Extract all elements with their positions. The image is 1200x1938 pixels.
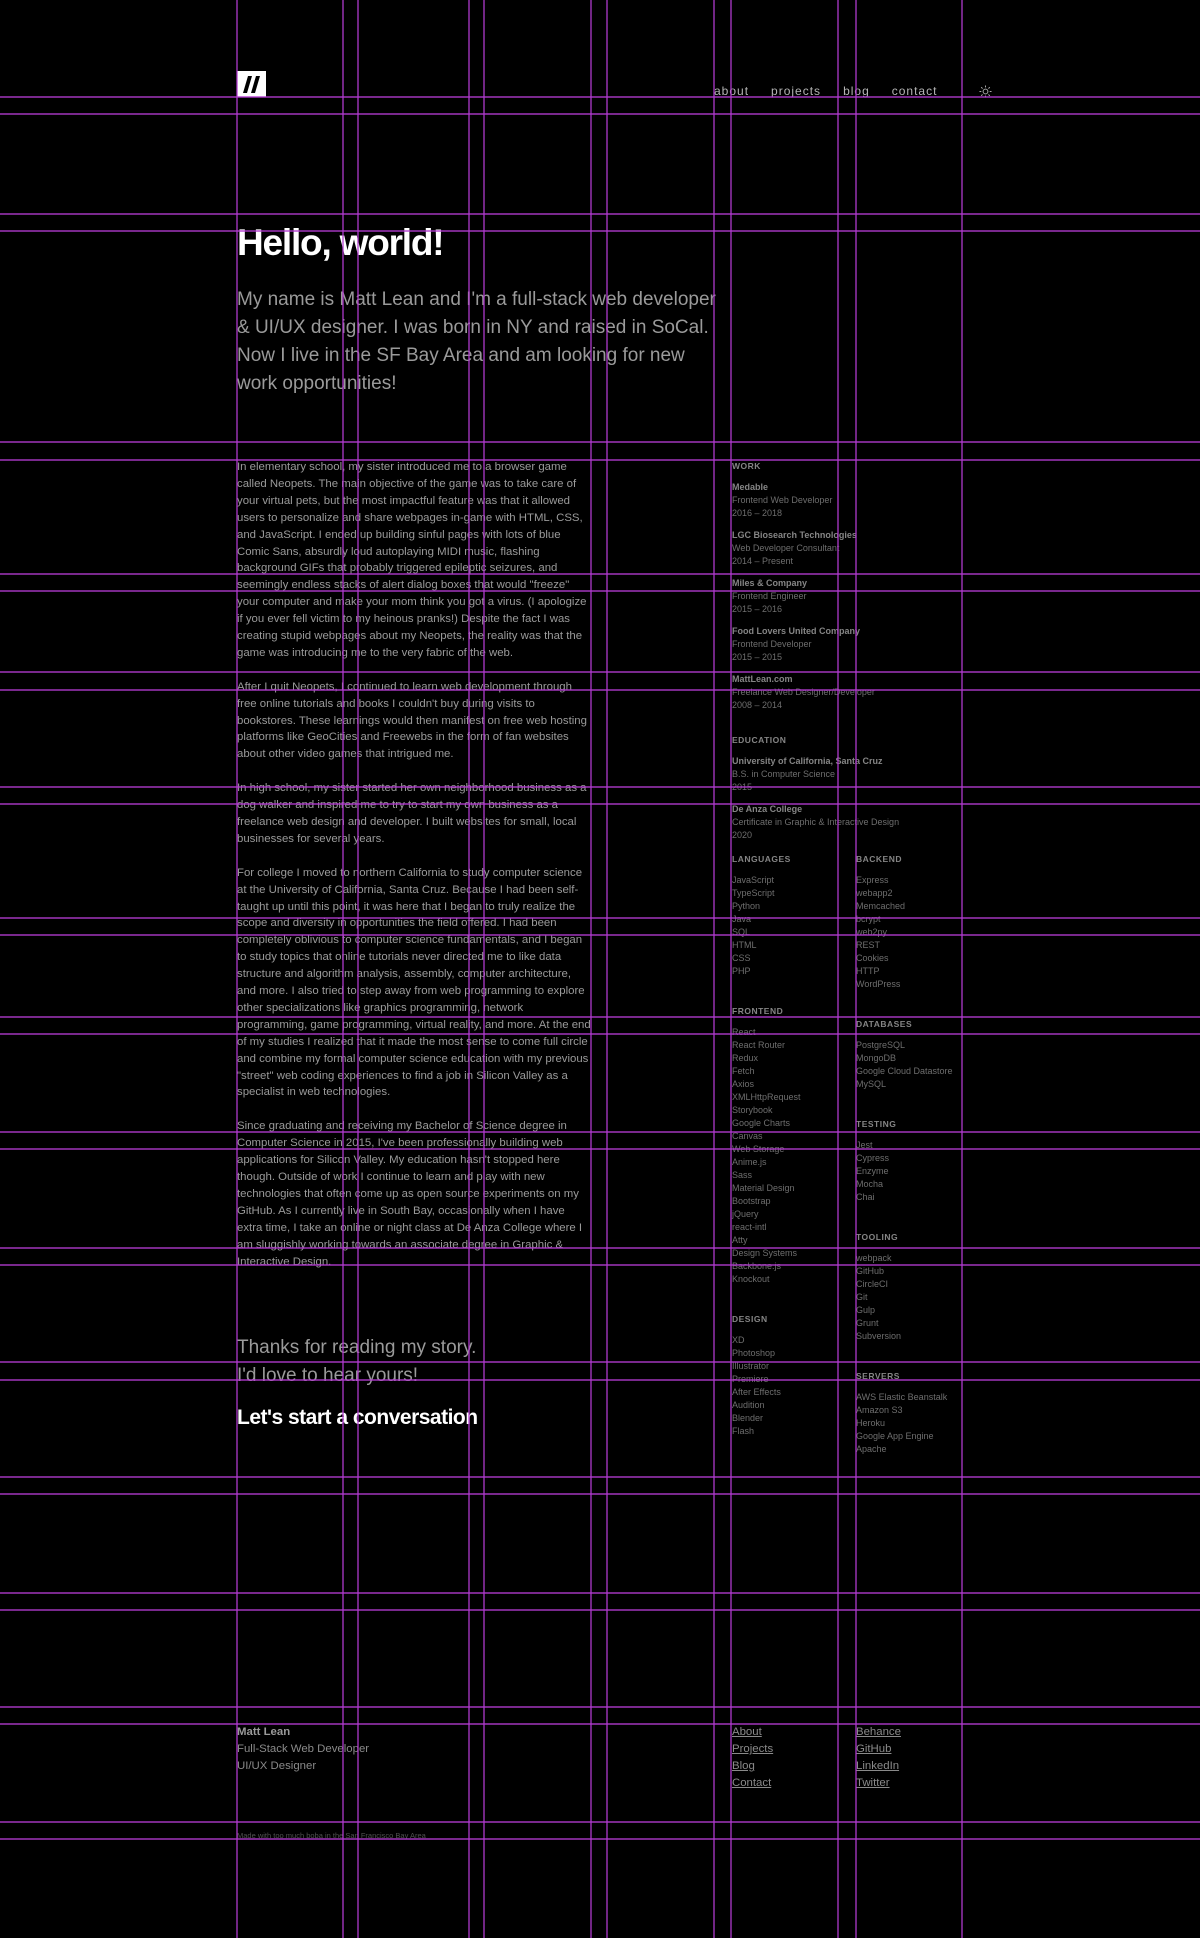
skill-item: Redux — [732, 1053, 759, 1063]
thanks-line-1: Thanks for reading my story. — [237, 1337, 477, 1358]
skill-item: CSS — [732, 953, 751, 963]
skill-item: Blender — [732, 1413, 764, 1423]
footer-site-links — [732, 1724, 773, 1792]
work-section — [732, 460, 932, 851]
skill-item: HTML — [732, 940, 757, 950]
work-entry: LGC Biosearch Technologies Web Developer Consultant 2014 – Present — [732, 530, 857, 566]
skill-item: HTTP — [856, 966, 880, 976]
made-with-note: Made with too much boba in the San Francisco Bay Area — [237, 1831, 426, 1840]
work-entry: Food Lovers United Company Frontend Developer 2015 – 2015 — [732, 626, 861, 662]
backend-list — [856, 874, 996, 991]
skill-item: Memcached — [856, 901, 906, 911]
story-paragraph: After I quit Neopets, I continued to learn web development through free online tutorials and books I couldn't buy during visits to bookstores. These learnings would then manifest on free web hosting platforms like GeoCities and Freewebs in the form of fan websites about other video games that intrigued me. — [237, 680, 587, 761]
thanks-message — [237, 1334, 476, 1390]
skill-item: webapp2 — [856, 888, 893, 898]
skill-item: TypeScript — [732, 888, 775, 898]
footer-link-linkedin[interactable]: LinkedIn — [856, 1760, 900, 1772]
skill-item: webpack — [856, 1253, 892, 1263]
skill-item: Enzyme — [856, 1166, 889, 1176]
skill-item: Material Design — [732, 1183, 795, 1193]
footer-link-github[interactable]: GitHub — [856, 1743, 892, 1755]
thanks-line-2: I'd love to hear yours! — [237, 1365, 419, 1386]
section-heading: DESIGN — [732, 1314, 768, 1324]
skill-item: Cookies — [856, 953, 889, 963]
section-heading: EDUCATION — [732, 735, 787, 745]
story — [237, 459, 593, 1287]
skill-item: PHP — [732, 966, 751, 976]
contact-cta-link[interactable]: Let's start a conversation — [237, 1406, 478, 1429]
skill-item: Axios — [732, 1079, 755, 1089]
skill-item: Illustrator — [732, 1361, 770, 1371]
education-entry: De Anza College Certificate in Graphic & Interactive Design 2020 — [732, 804, 900, 840]
work-entry: MattLean.com Freelance Web Designer/Developer 2008 – 2014 — [732, 674, 875, 710]
logo-mark-icon — [237, 71, 266, 97]
skill-item: Mocha — [856, 1179, 884, 1189]
section-heading: LANGUAGES — [732, 854, 791, 864]
skill-item: bcrypt — [856, 914, 881, 924]
skill-item: Chai — [856, 1192, 875, 1202]
section-heading: FRONTEND — [732, 1006, 784, 1016]
languages-group — [732, 853, 847, 978]
skill-item: react-intl — [732, 1222, 767, 1232]
nav-link-contact[interactable]: contact — [891, 84, 938, 98]
work-entry: Medable Frontend Web Developer 2016 – 2018 — [732, 482, 833, 518]
skill-item: XD — [732, 1335, 745, 1345]
skill-item: Heroku — [856, 1418, 886, 1428]
testing-group — [856, 1118, 996, 1204]
skill-item: Web Storage — [732, 1144, 785, 1154]
page-title: Hello, world! — [237, 222, 444, 263]
education-entry: University of California, Santa Cruz B.S. in Computer Science 2015 — [732, 756, 883, 792]
skill-item: Sass — [732, 1170, 753, 1180]
skill-item: GitHub — [856, 1266, 885, 1276]
skill-item: JavaScript — [732, 875, 775, 885]
skill-item: Amazon S3 — [856, 1405, 903, 1415]
section-heading: TESTING — [856, 1119, 897, 1129]
skill-item: PostgreSQL — [856, 1040, 906, 1050]
skill-item: Express — [856, 875, 889, 885]
footer-link-behance[interactable]: Behance — [856, 1726, 901, 1738]
frontend-group — [732, 1005, 847, 1286]
footer-title: Full-Stack Web Developer — [237, 1743, 370, 1755]
skill-item: Python — [732, 901, 761, 911]
skill-item: Jest — [856, 1140, 873, 1150]
sun-icon[interactable] — [979, 85, 992, 98]
site-logo[interactable] — [237, 71, 266, 97]
skill-item: Google Cloud Datastore — [856, 1066, 953, 1076]
skill-item: Atty — [732, 1235, 748, 1245]
skill-item: jQuery — [732, 1209, 759, 1219]
databases-list — [856, 1039, 996, 1091]
story-paragraph: Since graduating and receiving my Bachelor of Science degree in Computer Science in 2015, I've been professionally building web applications for Silicon Valley. My education hasn't stopped here though. Outside of work I continue to learn and play with new technologies that often come up as open source experiments on my GitHub. As I currently live in South Bay, occasionally when I have extra time, I take an online or night class at De Anza College where I am sluggishly working towards an associate degree in Graphic & Interactive Design. — [237, 1120, 583, 1268]
databases-group — [856, 1018, 996, 1091]
languages-list — [732, 874, 847, 978]
story-paragraph: In elementary school, my sister introduced me to a browser game called Neopets. The main objective of the game was to take care of your virtual pets, but the most impactful feature was that it allowed users to personalize and share webpages in-game with HTML, CSS, and JavaScript. I ended up building sinful pages with lots of blue Comic Sans, absurdly loud autoplaying MIDI music, flashing background GIFs that probably triggered epileptic seizures, and seemingly endless stacks of alert dialog boxes that would "freeze" your computer and make your mom think you got a virus. (I apologize if you ever fell victim to my heinous pranks!) Despite the fact I was creating stupid webpages about my Neopets, the reality was that the game was introducing me to the very fabric of the web. — [237, 461, 587, 659]
skill-item: Grunt — [856, 1318, 879, 1328]
skill-item: web2py — [856, 927, 888, 937]
skill-item: CircleCI — [856, 1279, 889, 1289]
footer-link-blog[interactable]: Blog — [732, 1760, 755, 1772]
main-nav — [714, 84, 992, 98]
footer-social-links — [856, 1724, 901, 1792]
skill-item: REST — [856, 940, 881, 950]
backend-group — [856, 853, 996, 991]
skill-item: MongoDB — [856, 1053, 897, 1063]
skill-item: Subversion — [856, 1331, 902, 1341]
skill-item: WordPress — [856, 979, 901, 989]
skills-left-column — [732, 853, 847, 1438]
footer-link-about[interactable]: About — [732, 1726, 762, 1738]
story-paragraph: For college I moved to northern California to study computer science at the University of California, Santa Cruz. Because I had been self-taught up until this point, it was here that I began to truly realize the scope and diversity in opportunities the field offered. I had been completely oblivious to computer science fundamentals, and I began to study topics that online tutorials never directed me to like data structure and algorithm analysis, assembly, computer architecture, and more. I also tried to step away from web programming to explore other specializations like graphics programming, network programming, game programming, virtual reality, and more. At the end of my studies I realized that it made the most sense to come full circle and combine my formal computer science education with my previous "street" web coding experiences to find a job in Silicon Valley as a specialist in web technologies. — [237, 866, 591, 1099]
skill-item: Git — [856, 1292, 868, 1302]
servers-list — [856, 1391, 996, 1456]
skill-item: Bootstrap — [732, 1196, 771, 1206]
skill-item: Flash — [732, 1426, 755, 1436]
skill-item: Apache — [856, 1444, 887, 1454]
skill-item: AWS Elastic Beanstalk — [856, 1392, 948, 1402]
skill-item: Fetch — [732, 1066, 755, 1076]
skill-item: React Router — [732, 1040, 786, 1050]
skill-item: Backbone.js — [732, 1261, 782, 1271]
section-heading: BACKEND — [856, 854, 902, 864]
skill-item: Gulp — [856, 1305, 876, 1315]
section-heading: SERVERS — [856, 1371, 900, 1381]
skill-item: XMLHttpRequest — [732, 1092, 801, 1102]
skill-item: Google App Engine — [856, 1431, 934, 1441]
footer-title: UI/UX Designer — [237, 1760, 317, 1772]
tooling-group — [856, 1231, 996, 1343]
skill-item: Premiere — [732, 1374, 769, 1384]
section-heading: DATABASES — [856, 1019, 913, 1029]
skill-item: Canvas — [732, 1131, 763, 1141]
servers-group — [856, 1370, 996, 1456]
skill-item: Google Charts — [732, 1118, 791, 1128]
tooling-list — [856, 1252, 996, 1343]
skill-item: After Effects — [732, 1387, 781, 1397]
skill-item: Anime.js — [732, 1157, 767, 1167]
footer-identity — [237, 1724, 369, 1775]
skill-item: Storybook — [732, 1105, 773, 1115]
section-heading: TOOLING — [856, 1232, 899, 1242]
skill-item: MySQL — [856, 1079, 887, 1089]
footer-link-twitter[interactable]: Twitter — [856, 1777, 890, 1789]
footer-link-projects[interactable]: Projects — [732, 1743, 774, 1755]
story-paragraph: In high school, my sister started her own neighborhood business as a dog walker and inspired me to try to start my own business as a freelance web design and developer. I built websites for small, local businesses for several years. — [237, 782, 587, 845]
footer-name: Matt Lean — [237, 1726, 291, 1738]
skill-item: React — [732, 1027, 756, 1037]
work-entry: Miles & Company Frontend Engineer 2015 – 2016 — [732, 578, 808, 614]
nav-link-projects[interactable]: projects — [771, 84, 822, 98]
skill-item: Knockout — [732, 1274, 770, 1284]
skill-item: Audition — [732, 1400, 765, 1410]
hero-intro: My name is Matt Lean and I'm a full-stack web developer & UI/UX designer. I was born in NY and raised in SoCal. Now I live in the SF Bay Area and am looking for new work opportunities! — [237, 289, 716, 394]
skill-item: Cypress — [856, 1153, 890, 1163]
design-group — [732, 1313, 847, 1438]
skill-item: Photoshop — [732, 1348, 776, 1358]
skill-item: Design Systems — [732, 1248, 798, 1258]
section-heading: WORK — [732, 461, 761, 471]
testing-list — [856, 1139, 996, 1204]
footer-link-contact[interactable]: Contact — [732, 1777, 772, 1789]
skills-right-column — [856, 853, 996, 1456]
nav-link-about[interactable]: about — [714, 84, 750, 98]
skill-item: Java — [732, 914, 752, 924]
frontend-list — [732, 1026, 847, 1286]
design-list — [732, 1334, 847, 1438]
skill-item: SQL — [732, 927, 751, 937]
nav-link-blog[interactable]: blog — [843, 84, 870, 98]
